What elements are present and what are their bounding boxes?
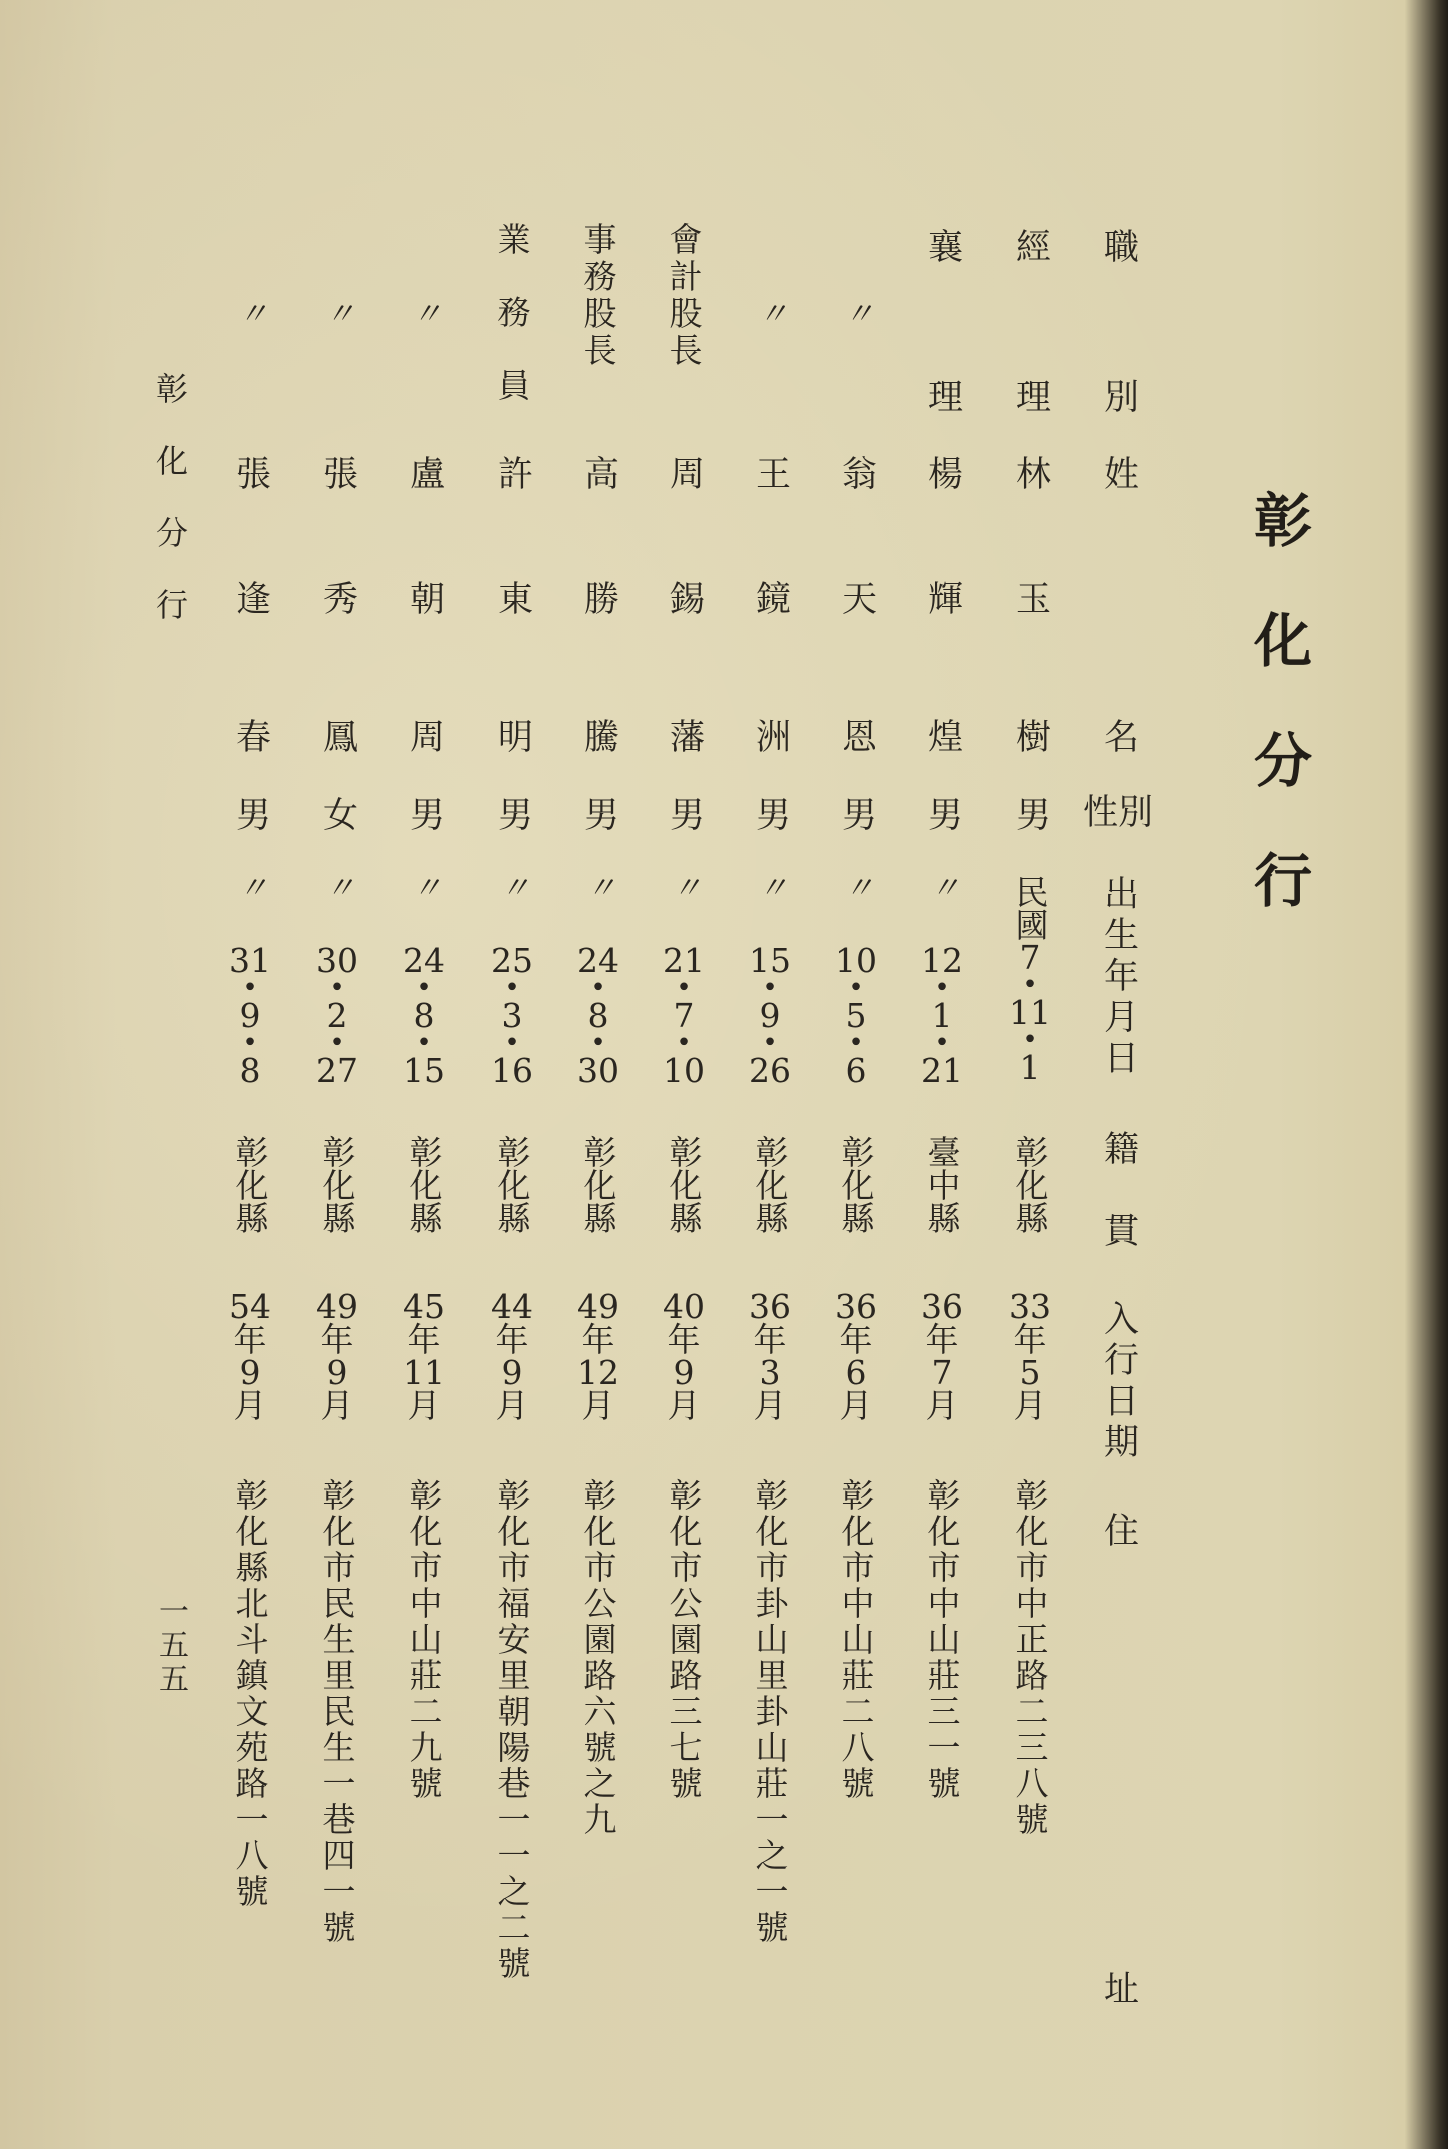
separator-dot: • bbox=[848, 973, 864, 1003]
birth-year: 7 bbox=[1019, 938, 1041, 977]
join-date bbox=[577, 1287, 619, 1425]
ditto-mark: 〃 bbox=[238, 297, 262, 332]
given-name-2: 明 bbox=[492, 718, 533, 753]
surname: 許 bbox=[492, 455, 533, 490]
separator-dot: • bbox=[934, 973, 950, 1003]
year-unit: 年 bbox=[407, 1320, 441, 1359]
birth-date bbox=[229, 941, 271, 1091]
birth-day: 27 bbox=[316, 1051, 358, 1091]
year-unit: 年 bbox=[925, 1320, 959, 1359]
gender: 男 bbox=[750, 796, 791, 831]
given-name-2: 周 bbox=[404, 718, 445, 753]
given-name-1: 秀 bbox=[317, 580, 358, 615]
native-place: 彰化縣 bbox=[230, 1135, 270, 1234]
gender: 男 bbox=[664, 796, 705, 831]
separator-dot: • bbox=[242, 973, 258, 1003]
native-place: 彰化縣 bbox=[492, 1135, 532, 1234]
birth-year: 15 bbox=[749, 941, 791, 980]
ditto-mark: 〃 bbox=[930, 871, 954, 906]
join-month: 3 bbox=[759, 1353, 781, 1392]
native-place: 彰化縣 bbox=[1010, 1135, 1050, 1234]
header-name-2: 名 bbox=[1098, 718, 1139, 753]
month-unit: 月 bbox=[1013, 1386, 1047, 1425]
separator-dot: • bbox=[676, 1028, 692, 1059]
birth-year: 31 bbox=[229, 941, 271, 980]
birth-day: 15 bbox=[403, 1051, 445, 1091]
native-place: 彰化縣 bbox=[404, 1135, 444, 1234]
birth-day: 8 bbox=[239, 1051, 261, 1091]
join-date bbox=[663, 1287, 705, 1425]
native-place: 彰化縣 bbox=[836, 1135, 876, 1234]
page-title: 彰化分行 bbox=[1244, 490, 1312, 970]
ditto-mark: 〃 bbox=[758, 297, 782, 332]
ditto-mark: 〃 bbox=[500, 871, 524, 906]
month-unit: 月 bbox=[753, 1386, 787, 1425]
ditto-mark: 〃 bbox=[325, 297, 349, 332]
separator-dot: • bbox=[1022, 970, 1038, 1000]
native-place: 臺中縣 bbox=[922, 1135, 962, 1234]
join-year: 49 bbox=[577, 1287, 619, 1326]
native-place: 彰化縣 bbox=[317, 1135, 357, 1234]
year-unit: 年 bbox=[1013, 1320, 1047, 1359]
birth-month: 2 bbox=[326, 996, 348, 1036]
separator-dot: • bbox=[676, 973, 692, 1003]
month-unit: 月 bbox=[667, 1386, 701, 1425]
join-date bbox=[749, 1287, 791, 1425]
join-year: 40 bbox=[663, 1287, 705, 1326]
join-year: 44 bbox=[491, 1287, 533, 1326]
birth-month: 9 bbox=[759, 996, 781, 1036]
separator-dot: • bbox=[1022, 1025, 1038, 1056]
header-position-2: 別 bbox=[1098, 378, 1139, 413]
birth-date bbox=[403, 941, 445, 1091]
birth-date bbox=[749, 941, 791, 1091]
ditto-mark: 〃 bbox=[412, 297, 436, 332]
join-date bbox=[316, 1287, 358, 1425]
address: 彰化市公園路三七號 bbox=[664, 1478, 704, 1802]
join-date bbox=[835, 1287, 877, 1425]
ditto-mark: 〃 bbox=[844, 297, 868, 332]
given-name-1: 玉 bbox=[1010, 580, 1051, 615]
given-name-2: 春 bbox=[230, 718, 271, 753]
gender: 男 bbox=[836, 796, 877, 831]
join-date bbox=[921, 1287, 963, 1425]
birth-date bbox=[663, 941, 705, 1091]
running-header: 彰化分行 bbox=[151, 372, 189, 660]
birth-month: 7 bbox=[673, 996, 695, 1036]
header-native-place-2: 貫 bbox=[1098, 1212, 1139, 1247]
join-month: 7 bbox=[931, 1353, 953, 1392]
join-date bbox=[403, 1287, 445, 1425]
given-name-2: 鳳 bbox=[317, 718, 358, 753]
join-year: 45 bbox=[403, 1287, 445, 1326]
surname: 林 bbox=[1010, 455, 1051, 490]
address: 彰化市公園路六號之九 bbox=[578, 1478, 618, 1838]
given-name-2: 煌 bbox=[922, 718, 963, 753]
separator-dot: • bbox=[762, 973, 778, 1003]
month-unit: 月 bbox=[233, 1386, 267, 1425]
join-date bbox=[229, 1287, 271, 1425]
join-date bbox=[491, 1287, 533, 1425]
header-birth-date: 出生年月日 bbox=[1098, 875, 1139, 1080]
birth-day: 1 bbox=[1019, 1048, 1041, 1088]
gender: 男 bbox=[492, 796, 533, 831]
separator-dot: • bbox=[242, 1028, 258, 1059]
position: 業務員 bbox=[492, 222, 532, 441]
month-unit: 月 bbox=[320, 1386, 354, 1425]
address: 彰化市中正路二三八號 bbox=[1010, 1478, 1050, 1838]
given-name-1: 錫 bbox=[664, 580, 705, 615]
given-name-1: 朝 bbox=[404, 580, 445, 615]
birth-month: 3 bbox=[501, 996, 523, 1036]
surname: 盧 bbox=[404, 455, 445, 490]
surname: 張 bbox=[230, 455, 271, 490]
header-address-2: 址 bbox=[1098, 1970, 1139, 2005]
join-month: 9 bbox=[239, 1353, 261, 1392]
join-year: 36 bbox=[921, 1287, 963, 1326]
birth-day: 26 bbox=[749, 1051, 791, 1091]
page-number: 一五五 bbox=[153, 1595, 188, 1697]
birth-year: 12 bbox=[921, 941, 963, 980]
birth-month: 9 bbox=[239, 996, 261, 1036]
gender: 男 bbox=[578, 796, 619, 831]
separator-dot: • bbox=[848, 1028, 864, 1059]
join-year: 49 bbox=[316, 1287, 358, 1326]
join-month: 9 bbox=[501, 1353, 523, 1392]
given-name-1: 輝 bbox=[922, 580, 963, 615]
birth-day: 16 bbox=[491, 1051, 533, 1091]
join-month: 5 bbox=[1019, 1353, 1041, 1392]
surname: 翁 bbox=[836, 455, 877, 490]
month-unit: 月 bbox=[495, 1386, 529, 1425]
birth-date bbox=[921, 941, 963, 1091]
given-name-2: 恩 bbox=[836, 718, 877, 753]
separator-dot: • bbox=[416, 1028, 432, 1059]
position-top: 襄 bbox=[922, 228, 963, 263]
address: 彰化市民生里民生一巷四一號 bbox=[317, 1478, 357, 1946]
ditto-mark: 〃 bbox=[844, 871, 868, 906]
gender: 女 bbox=[317, 796, 358, 831]
surname: 周 bbox=[664, 455, 705, 490]
native-place: 彰化縣 bbox=[750, 1135, 790, 1234]
year-unit: 年 bbox=[839, 1320, 873, 1359]
header-position-1: 職 bbox=[1098, 228, 1139, 263]
join-month: 11 bbox=[403, 1353, 445, 1392]
birth-year: 24 bbox=[577, 941, 619, 980]
given-name-1: 天 bbox=[836, 580, 877, 615]
birth-month: 8 bbox=[587, 996, 609, 1036]
birth-month: 1 bbox=[931, 996, 953, 1036]
surname: 高 bbox=[578, 455, 619, 490]
given-name-2: 藩 bbox=[664, 718, 705, 753]
year-unit: 年 bbox=[753, 1320, 787, 1359]
given-name-1: 勝 bbox=[578, 580, 619, 615]
ditto-mark: 〃 bbox=[672, 871, 696, 906]
month-unit: 月 bbox=[581, 1386, 615, 1425]
separator-dot: • bbox=[504, 1028, 520, 1059]
position-bottom: 理 bbox=[922, 378, 963, 413]
address: 彰化市中山莊二八號 bbox=[836, 1478, 876, 1802]
birth-day: 10 bbox=[663, 1051, 705, 1091]
join-date bbox=[1009, 1287, 1051, 1425]
birth-year: 25 bbox=[491, 941, 533, 980]
birth-day: 6 bbox=[845, 1051, 867, 1091]
year-unit: 年 bbox=[495, 1320, 529, 1359]
birth-month: 8 bbox=[413, 996, 435, 1036]
birth-date bbox=[577, 941, 619, 1091]
separator-dot: • bbox=[329, 1028, 345, 1059]
header-name-1: 姓 bbox=[1098, 455, 1139, 490]
separator-dot: • bbox=[590, 1028, 606, 1059]
address: 彰化市卦山里卦山莊一之一號 bbox=[750, 1478, 790, 1946]
separator-dot: • bbox=[934, 1028, 950, 1059]
position-bottom: 理 bbox=[1010, 378, 1051, 413]
month-unit: 月 bbox=[407, 1386, 441, 1425]
month-unit: 月 bbox=[925, 1386, 959, 1425]
address: 彰化縣北斗鎮文苑路一八號 bbox=[230, 1478, 270, 1910]
ditto-mark: 〃 bbox=[412, 871, 436, 906]
join-month: 6 bbox=[845, 1353, 867, 1392]
join-year: 54 bbox=[229, 1287, 271, 1326]
address: 彰化市中山莊二九號 bbox=[404, 1478, 444, 1802]
birth-year: 24 bbox=[403, 941, 445, 980]
ditto-mark: 〃 bbox=[586, 871, 610, 906]
join-month: 12 bbox=[577, 1353, 619, 1392]
join-month: 9 bbox=[326, 1353, 348, 1392]
given-name-1: 逢 bbox=[230, 580, 271, 615]
separator-dot: • bbox=[416, 973, 432, 1003]
separator-dot: • bbox=[504, 973, 520, 1003]
header-native-place-1: 籍 bbox=[1098, 1130, 1139, 1165]
position-top: 經 bbox=[1010, 228, 1051, 263]
year-unit: 年 bbox=[581, 1320, 615, 1359]
birth-day: 30 bbox=[577, 1051, 619, 1091]
birth-year: 21 bbox=[663, 941, 705, 980]
given-name-2: 騰 bbox=[578, 718, 619, 753]
surname: 張 bbox=[317, 455, 358, 490]
gender: 男 bbox=[922, 796, 963, 831]
join-year: 36 bbox=[749, 1287, 791, 1326]
birth-month: 11 bbox=[1009, 993, 1051, 1033]
year-unit: 年 bbox=[233, 1320, 267, 1359]
gender: 男 bbox=[404, 796, 445, 831]
given-name-1: 東 bbox=[492, 580, 533, 615]
ditto-mark: 〃 bbox=[238, 871, 262, 906]
header-gender: 性別 bbox=[1082, 793, 1154, 833]
birth-day: 21 bbox=[921, 1051, 963, 1091]
address: 彰化市中山莊三一號 bbox=[922, 1478, 962, 1802]
birth-date bbox=[491, 941, 533, 1091]
month-unit: 月 bbox=[839, 1386, 873, 1425]
year-unit: 年 bbox=[320, 1320, 354, 1359]
position: 會計股長 bbox=[664, 222, 704, 370]
join-year: 36 bbox=[835, 1287, 877, 1326]
birth-date bbox=[316, 941, 358, 1091]
address: 彰化市福安里朝陽巷一一之二號 bbox=[492, 1478, 532, 1982]
native-place: 彰化縣 bbox=[578, 1135, 618, 1234]
gender: 男 bbox=[230, 796, 271, 831]
given-name-2: 樹 bbox=[1010, 718, 1051, 753]
surname: 王 bbox=[750, 455, 791, 490]
native-place: 彰化縣 bbox=[664, 1135, 704, 1234]
year-unit: 年 bbox=[667, 1320, 701, 1359]
birth-year: 10 bbox=[835, 941, 877, 980]
separator-dot: • bbox=[762, 1028, 778, 1059]
surname: 楊 bbox=[922, 455, 963, 490]
header-address-1: 住 bbox=[1098, 1512, 1139, 1547]
birth-year: 30 bbox=[316, 941, 358, 980]
ditto-mark: 〃 bbox=[758, 871, 782, 906]
era-prefix: 民國 bbox=[1010, 875, 1050, 941]
ditto-mark: 〃 bbox=[325, 871, 349, 906]
position: 事務股長 bbox=[578, 222, 618, 370]
header-join-date: 入行日期 bbox=[1098, 1300, 1139, 1464]
birth-date bbox=[1009, 875, 1051, 1088]
birth-date bbox=[835, 941, 877, 1091]
given-name-1: 鏡 bbox=[750, 580, 791, 615]
separator-dot: • bbox=[590, 973, 606, 1003]
gender: 男 bbox=[1010, 796, 1051, 831]
join-year: 33 bbox=[1009, 1287, 1051, 1326]
join-month: 9 bbox=[673, 1353, 695, 1392]
given-name-2: 洲 bbox=[750, 718, 791, 753]
separator-dot: • bbox=[329, 973, 345, 1003]
birth-month: 5 bbox=[845, 996, 867, 1036]
